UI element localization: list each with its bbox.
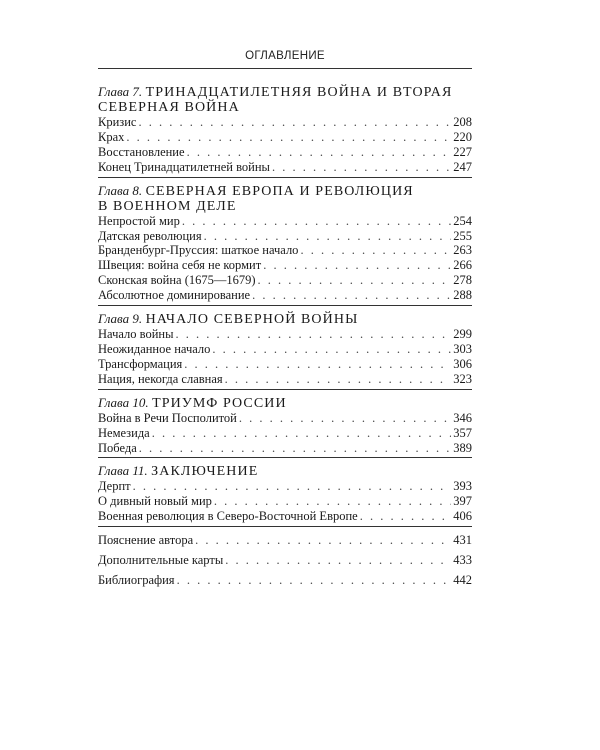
chapter-9: [98, 311, 472, 390]
leader-dots: [138, 115, 451, 130]
entry-page: 299: [453, 327, 472, 342]
toc-entry[interactable]: [98, 130, 472, 145]
entry-label: Непростой мир: [98, 213, 180, 228]
entry-label: Нация, некогда славная: [98, 371, 223, 386]
entry-label: Дерпт: [98, 479, 131, 494]
chapter-number: Глава 11.: [98, 463, 148, 479]
entry-page: 254: [453, 213, 472, 228]
toc-entry[interactable]: [98, 229, 472, 244]
toc-entry[interactable]: [98, 479, 472, 494]
entry-page: 278: [453, 273, 472, 288]
entry-label: О дивный новый мир: [98, 494, 212, 509]
entry-label: Военная революция в Северо-Восточной Европе: [98, 509, 358, 524]
leader-dots: [214, 494, 451, 509]
entry-page: 389: [453, 440, 472, 455]
entry-page: 393: [453, 479, 472, 494]
entry-page: 357: [453, 425, 472, 440]
chapter-number: Глава 9.: [98, 311, 143, 327]
toc-entry-bibliography[interactable]: [98, 573, 472, 588]
toc-entry[interactable]: [98, 342, 472, 357]
entry-page: 303: [453, 341, 472, 356]
table-of-contents: [98, 84, 472, 593]
toc-entry[interactable]: [98, 509, 472, 524]
entry-label: Бранденбург-Пруссия: шаткое начало: [98, 243, 299, 258]
entry-label: Пояснение автора: [98, 533, 194, 548]
chapter-title: [98, 183, 472, 214]
toc-entry[interactable]: [98, 273, 472, 288]
chapter-name-line1: ЗАКЛЮЧЕНИЕ: [151, 464, 259, 480]
entry-label: Немезида: [98, 425, 150, 440]
chapter-title: [98, 84, 472, 115]
chapter-title: [98, 463, 472, 479]
entry-label: Кризис: [98, 115, 137, 129]
leader-dots: [225, 372, 452, 387]
leader-dots: [360, 509, 452, 524]
toc-entry[interactable]: [98, 160, 472, 175]
leader-dots: [300, 243, 451, 258]
leader-dots: [139, 441, 451, 456]
toc-entry[interactable]: [98, 411, 472, 426]
chapter-number: Глава 7.: [98, 84, 143, 99]
leader-dots: [133, 479, 452, 494]
entry-label: Дополнительные карты: [98, 553, 224, 568]
leader-dots: [195, 533, 451, 548]
entry-page: 433: [453, 553, 472, 568]
entry-label: Победа: [98, 440, 137, 455]
toc-entry[interactable]: [98, 426, 472, 441]
entry-label: Сконская война (1675—1679): [98, 273, 256, 288]
entry-page: 227: [453, 144, 472, 159]
chapter-number: Глава 10.: [98, 394, 149, 410]
entry-label: Конец Тринадцатилетней войны: [98, 159, 270, 174]
entry-label: Датская революция: [98, 228, 202, 243]
entry-page: 431: [453, 533, 472, 548]
leader-dots: [184, 357, 451, 372]
entry-label: Абсолютное доминирование: [98, 288, 251, 303]
entry-label: Швеция: война себя не кормит: [98, 258, 262, 273]
entry-page: 288: [453, 288, 472, 303]
leader-dots: [187, 145, 452, 160]
entry-page: 255: [453, 228, 472, 243]
entry-page: 442: [453, 572, 472, 587]
leader-dots: [252, 288, 451, 303]
toc-entry[interactable]: [98, 288, 472, 303]
chapter-name-line2: СЕВЕРНАЯ ВОЙНА: [98, 100, 240, 115]
toc-entry[interactable]: [98, 327, 472, 342]
running-head-title: ОГЛАВЛЕНИЕ: [245, 50, 325, 62]
entry-label: Крах: [98, 129, 125, 144]
leader-dots: [182, 214, 451, 229]
toc-entry-authors-note[interactable]: [98, 533, 472, 548]
chapter-name-line1: ТРИУМФ РОССИИ: [152, 395, 287, 411]
toc-entry[interactable]: [98, 441, 472, 456]
chapter-title: [98, 311, 472, 327]
toc-entry-extra-maps[interactable]: [98, 553, 472, 568]
toc-entry[interactable]: [98, 494, 472, 509]
chapter-11: [98, 463, 472, 527]
toc-entry[interactable]: [98, 372, 472, 387]
entry-page: 406: [453, 509, 472, 524]
entry-label: Начало войны: [98, 327, 174, 342]
toc-entry[interactable]: [98, 258, 472, 273]
leader-dots: [258, 273, 452, 288]
entry-label: Неожиданное начало: [98, 341, 211, 356]
entry-page: 397: [453, 494, 472, 509]
entry-label: Трансформация: [98, 356, 183, 371]
entry-label: Восстановление: [98, 144, 185, 159]
chapter-name-line2: В ВОЕННОМ ДЕЛЕ: [98, 198, 237, 214]
leader-dots: [225, 553, 451, 568]
chapter-name-line1: СЕВЕРНАЯ ЕВРОПА И РЕВОЛЮЦИЯ: [145, 183, 414, 199]
toc-entry[interactable]: [98, 115, 472, 130]
toc-entry[interactable]: [98, 243, 472, 258]
entry-page: 263: [453, 243, 472, 258]
leader-dots: [177, 573, 452, 588]
leader-dots: [175, 327, 451, 342]
chapter-name-line1: НАЧАЛО СЕВЕРНОЙ ВОЙНЫ: [145, 312, 359, 328]
entry-page: 247: [453, 159, 472, 174]
entry-page: 220: [453, 129, 472, 144]
entry-label: Библиография: [98, 572, 175, 587]
entry-page: 346: [453, 410, 472, 425]
entry-page: 266: [453, 258, 472, 273]
chapter-10: [98, 395, 472, 459]
toc-entry[interactable]: [98, 145, 472, 160]
leader-dots: [204, 229, 452, 244]
toc-entry[interactable]: [98, 214, 472, 229]
leader-dots: [272, 160, 451, 175]
chapter-number: Глава 8.: [98, 182, 143, 198]
chapter-title: [98, 395, 472, 411]
entry-label: Война в Речи Посполитой: [98, 410, 237, 425]
leader-dots: [212, 342, 451, 357]
leader-dots: [239, 411, 451, 426]
toc-entry[interactable]: [98, 357, 472, 372]
leader-dots: [126, 130, 451, 145]
entry-page: 306: [453, 356, 472, 371]
chapter-7: [98, 84, 472, 178]
back-matter: [98, 533, 472, 588]
header-rule: [98, 68, 472, 69]
entry-page: 323: [453, 371, 472, 386]
chapter-name-line1: ТРИНАДЦАТИЛЕТНЯЯ ВОЙНА И ВТОРАЯ: [145, 85, 453, 100]
entry-page: 208: [453, 115, 472, 129]
chapter-8: [98, 183, 472, 306]
leader-dots: [263, 258, 451, 273]
leader-dots: [152, 426, 452, 441]
